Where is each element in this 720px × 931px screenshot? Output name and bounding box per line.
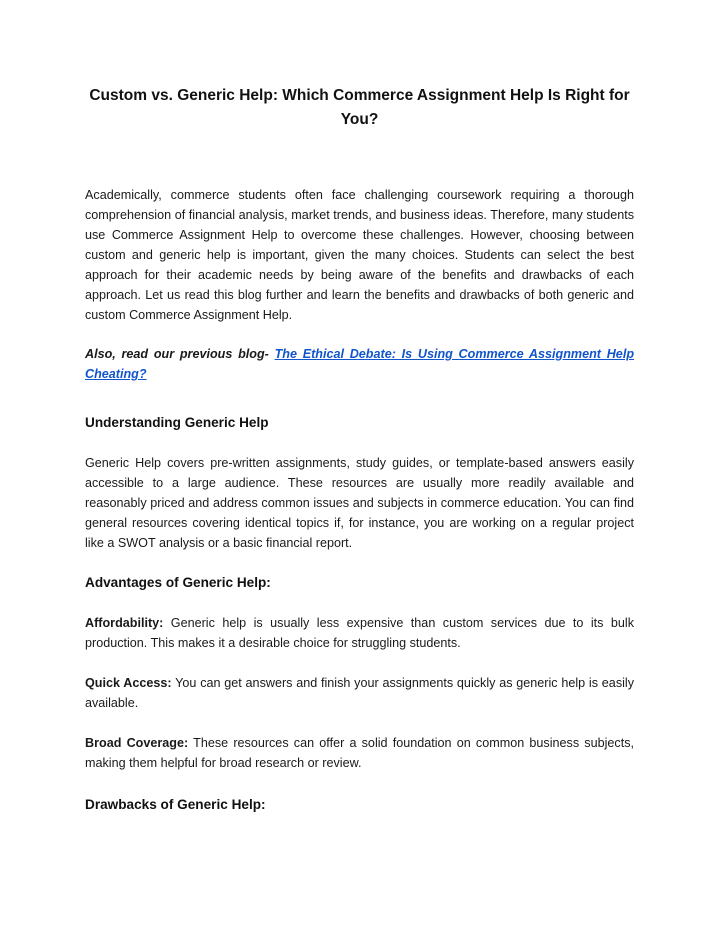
advantage-label: Broad Coverage: xyxy=(85,736,189,750)
also-read-line xyxy=(85,344,634,384)
intro-paragraph: Academically, commerce students often face challenging coursework requiring a thorough comprehension of financial analysis, market trends, and business ideas. Therefore, many students use Commerce Assignment Help to overcome these challenges. However, choosing between custom and generic help is important, given the many choices. Students can select the best approach for their academic needs by being aware of the benefits and drawbacks of each approach. Let us read this blog further and learn the benefits and drawbacks of both generic and custom Commerce Assignment Help. xyxy=(85,188,634,322)
also-read-prefix: Also, read our previous blog- xyxy=(85,347,275,361)
heading-drawbacks: Drawbacks of Generic Help: xyxy=(85,797,266,812)
advantage-text: Generic help is usually less expensive than custom services due to its bulk production. This makes it a desirable choice for struggling students. xyxy=(85,616,634,650)
advantage-label: Quick Access: xyxy=(85,676,172,690)
page-title: Custom vs. Generic Help: Which Commerce Assignment Help Is Right for You? xyxy=(89,87,630,128)
advantage-item-affordability xyxy=(85,613,634,653)
advantage-text: These resources can offer a solid foundation on common business subjects, making them helpful for broad research or review. xyxy=(85,736,634,770)
heading-advantages: Advantages of Generic Help: xyxy=(85,575,271,590)
advantage-item-quick-access xyxy=(85,673,634,713)
advantage-text: You can get answers and finish your assignments quickly as generic help is easily available. xyxy=(85,676,635,710)
previous-blog-link[interactable]: The Ethical Debate: Is Using Commerce Assignment Help Cheating? xyxy=(85,347,635,381)
understanding-paragraph: Generic Help covers pre-written assignments, study guides, or template-based answers easily accessible to a large audience. These resources are usually more readily available and reasonably priced and address common issues and subjects in commerce education. You can find general resources covering identical topics if, for instance, you are working on a regular project like a SWOT analysis or a basic financial report. xyxy=(85,456,634,550)
heading-understanding-generic-help: Understanding Generic Help xyxy=(85,415,269,430)
advantage-item-broad-coverage xyxy=(85,733,634,773)
advantage-label: Affordability: xyxy=(85,616,164,630)
